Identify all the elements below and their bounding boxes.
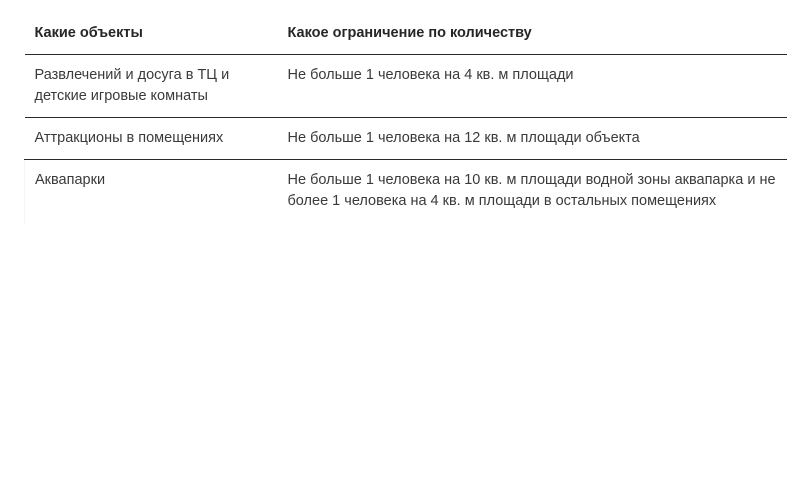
column-header-limit: Какое ограничение по количеству	[278, 12, 787, 55]
table-cell-limit: Не больше 1 человека на 12 кв. м площади объекта	[278, 118, 787, 160]
table-cell-object: Аквапарки	[25, 160, 278, 225]
restrictions-table-container	[24, 12, 786, 224]
restrictions-table	[24, 12, 787, 224]
table-cell-object: Аттракционы в помещениях	[25, 118, 278, 160]
column-header-objects: Какие объекты	[25, 12, 278, 55]
table-row	[25, 118, 787, 160]
table-cell-limit: Не больше 1 человека на 4 кв. м площади	[278, 55, 787, 118]
table-cell-object: Развлечений и досуга в ТЦ и детские игровые комнаты	[25, 55, 278, 118]
table-row	[25, 160, 787, 225]
table-header-row	[25, 12, 787, 55]
table-row	[25, 55, 787, 118]
table-cell-limit: Не больше 1 человека на 10 кв. м площади водной зоны аквапарка и не более 1 человека на 4 кв. м площади в остальных помещениях	[287, 172, 776, 209]
